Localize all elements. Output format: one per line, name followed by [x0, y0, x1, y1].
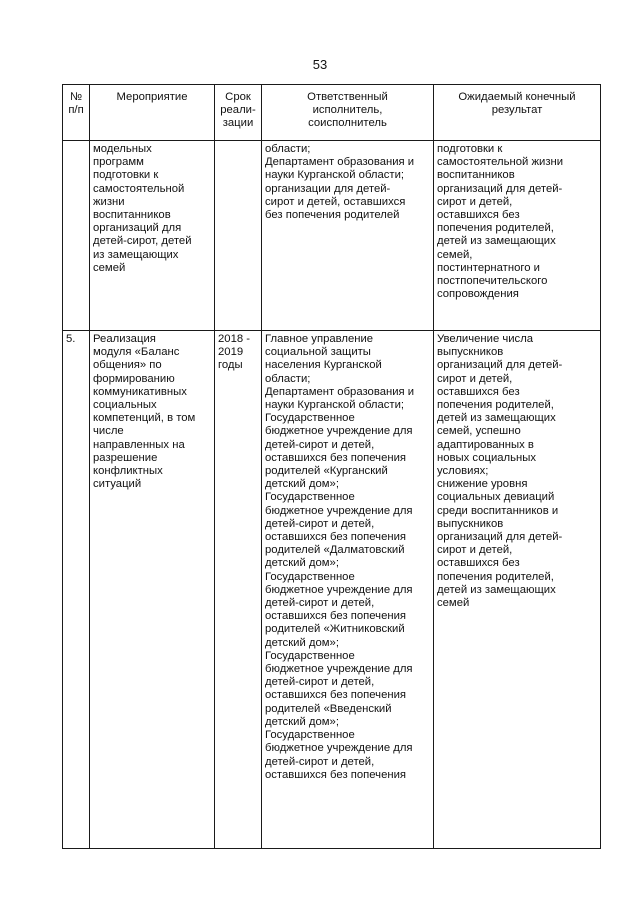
cell-line: родителей «Курганский: [265, 465, 388, 478]
cell-line: постинтернатного и: [437, 261, 540, 274]
cell-line: родителей «Введенский: [265, 702, 392, 715]
cell-line: бюджетное учреждение для: [265, 742, 413, 755]
cell-line: социальной защиты: [265, 346, 371, 359]
cell-line: области;: [265, 372, 311, 385]
cell-line: бюджетное учреждение для: [265, 504, 413, 517]
header-event: [90, 85, 215, 141]
cell-line: модельных: [93, 143, 152, 155]
row-result: [434, 141, 601, 331]
cell-line: выпускников: [437, 517, 504, 530]
cell-line: детей-сирот и детей,: [265, 597, 375, 610]
cell-line: детей-сирот и детей,: [265, 517, 375, 530]
cell-line: Департамент образования и: [265, 385, 415, 398]
cell-line: 2018 -: [218, 333, 251, 345]
cell-line: детей-сирот и детей,: [265, 755, 375, 768]
cell-line: ситуаций: [93, 478, 142, 491]
cell-line: населения Курганской: [265, 359, 382, 372]
table-header-row: [63, 85, 601, 141]
cell-line: снижение уровня: [437, 478, 528, 491]
cell-line: Увеличение числа: [437, 333, 534, 345]
cell-line: организаций для детей-: [437, 359, 563, 372]
cell-line: Мероприятие: [116, 91, 188, 103]
cell-line: детей-сирот, детей: [93, 235, 192, 248]
cell-line: Государственное: [265, 570, 355, 583]
header-result: [434, 85, 601, 141]
row-num: 5.: [63, 331, 90, 849]
cell-line: результат: [491, 104, 543, 117]
cell-line: оставшихся без: [437, 385, 520, 398]
cell-line: социальных: [93, 399, 157, 412]
header-term: [215, 85, 262, 141]
cell-line: жизни: [93, 195, 125, 208]
cell-line: детский дом»;: [265, 478, 339, 491]
cell-line: условиях;: [437, 465, 489, 478]
events-table: [62, 84, 601, 849]
cell-line: детский дом»;: [265, 715, 339, 728]
cell-line: организаций для детей-: [437, 531, 563, 544]
row-responsible: [262, 331, 434, 849]
cell-line: №: [69, 91, 83, 103]
cell-line: социальных девиаций: [437, 491, 555, 504]
cell-line: п/п: [68, 104, 84, 117]
table-row: [63, 141, 601, 331]
cell-line: программ: [93, 156, 144, 169]
table-row: [63, 331, 601, 849]
cell-line: детский дом»;: [265, 636, 339, 649]
cell-line: Государственное: [265, 412, 355, 425]
row-result: [434, 331, 601, 849]
cell-line: реали-: [220, 104, 256, 117]
cell-line: без попечения родителей: [265, 209, 400, 222]
cell-line: детей из замещающих: [437, 412, 556, 425]
cell-line: подготовки к: [437, 143, 503, 155]
cell-line: сирот и детей,: [437, 544, 513, 557]
cell-line: самостоятельной жизни: [437, 156, 564, 169]
cell-line: попечения родителей,: [437, 222, 554, 235]
cell-line: Департамент образования и: [265, 156, 415, 169]
cell-line: постпопечительского: [437, 275, 548, 288]
cell-line: семей: [437, 597, 470, 610]
cell-line: компетенций, в том: [93, 412, 196, 425]
cell-line: организаций для детей-: [437, 182, 563, 195]
cell-line: соисполнитель: [308, 117, 387, 130]
cell-line: исполнитель,: [312, 104, 383, 117]
cell-line: Государственное: [265, 729, 355, 742]
cell-line: организаций для: [93, 222, 182, 235]
row-num: [63, 141, 90, 331]
cell-line: выпускников: [437, 346, 504, 359]
cell-line: годы: [218, 359, 243, 372]
cell-line: Государственное: [265, 649, 355, 662]
cell-line: семей: [93, 261, 126, 274]
header-responsible: [262, 85, 434, 141]
cell-line: бюджетное учреждение для: [265, 583, 413, 596]
cell-line: семей,: [437, 248, 473, 261]
cell-line: оставшихся без: [437, 209, 520, 222]
cell-line: сирот и детей, оставшихся: [265, 195, 406, 208]
cell-line: среди воспитанников и: [437, 504, 559, 517]
cell-line: оставшихся без попечения: [265, 531, 407, 544]
cell-line: сирот и детей,: [437, 372, 513, 385]
cell-line: адаптированных в: [437, 438, 534, 451]
page-number: 53: [312, 57, 328, 72]
cell-line: оставшихся без попечения: [265, 610, 407, 623]
cell-line: бюджетное учреждение для: [265, 425, 413, 438]
cell-line: Ответственный: [307, 91, 388, 103]
cell-line: формированию: [93, 372, 175, 385]
row-term: [215, 331, 262, 849]
cell-line: Срок: [225, 91, 251, 103]
cell-line: числе: [93, 425, 124, 438]
cell-line: бюджетное учреждение для: [265, 663, 413, 676]
cell-line: оставшихся без попечения: [265, 689, 407, 702]
cell-line: оставшихся без попечения: [265, 451, 407, 464]
cell-line: попечения родителей,: [437, 570, 554, 583]
cell-line: родителей «Далматовский: [265, 544, 405, 557]
cell-line: воспитанников: [93, 209, 171, 222]
cell-line: Реализация: [93, 333, 156, 345]
cell-line: коммуникативных: [93, 385, 187, 398]
cell-line: оставшихся без попечения: [265, 768, 407, 781]
cell-line: Государственное: [265, 491, 355, 504]
cell-line: направленных на: [93, 438, 185, 451]
cell-line: из замещающих: [93, 248, 179, 261]
cell-line: зации: [222, 117, 254, 130]
row-event: [90, 141, 215, 331]
cell-line: 2019: [218, 346, 244, 359]
cell-line: детский дом»;: [265, 557, 339, 570]
cell-line: науки Курганской области;: [265, 399, 405, 412]
cell-line: детей из замещающих: [437, 235, 556, 248]
cell-line: семей, успешно: [437, 425, 521, 438]
cell-line: родителей «Житниковский: [265, 623, 405, 636]
cell-line: новых социальных: [437, 451, 537, 464]
header-num: [63, 85, 90, 141]
row-term: [215, 141, 262, 331]
cell-line: детей-сирот и детей,: [265, 676, 375, 689]
cell-line: Ожидаемый конечный: [458, 91, 576, 103]
cell-line: Главное управление: [265, 333, 374, 345]
cell-line: подготовки к: [93, 169, 159, 182]
cell-line: воспитанников: [437, 169, 515, 182]
cell-line: конфликтных: [93, 465, 163, 478]
cell-line: сирот и детей,: [437, 195, 513, 208]
cell-line: попечения родителей,: [437, 399, 554, 412]
cell-line: области;: [265, 143, 311, 155]
cell-line: сопровождения: [437, 288, 519, 301]
cell-line: детей из замещающих: [437, 583, 556, 596]
cell-line: науки Курганской области;: [265, 169, 405, 182]
cell-line: модуля «Баланс: [93, 346, 180, 359]
cell-line: детей-сирот и детей,: [265, 438, 375, 451]
cell-line: самостоятельной: [93, 182, 185, 195]
row-responsible: [262, 141, 434, 331]
cell-line: общения» по: [93, 359, 162, 372]
cell-line: оставшихся без: [437, 557, 520, 570]
cell-line: разрешение: [93, 451, 158, 464]
cell-line: организации для детей-: [265, 182, 391, 195]
row-event: [90, 331, 215, 849]
